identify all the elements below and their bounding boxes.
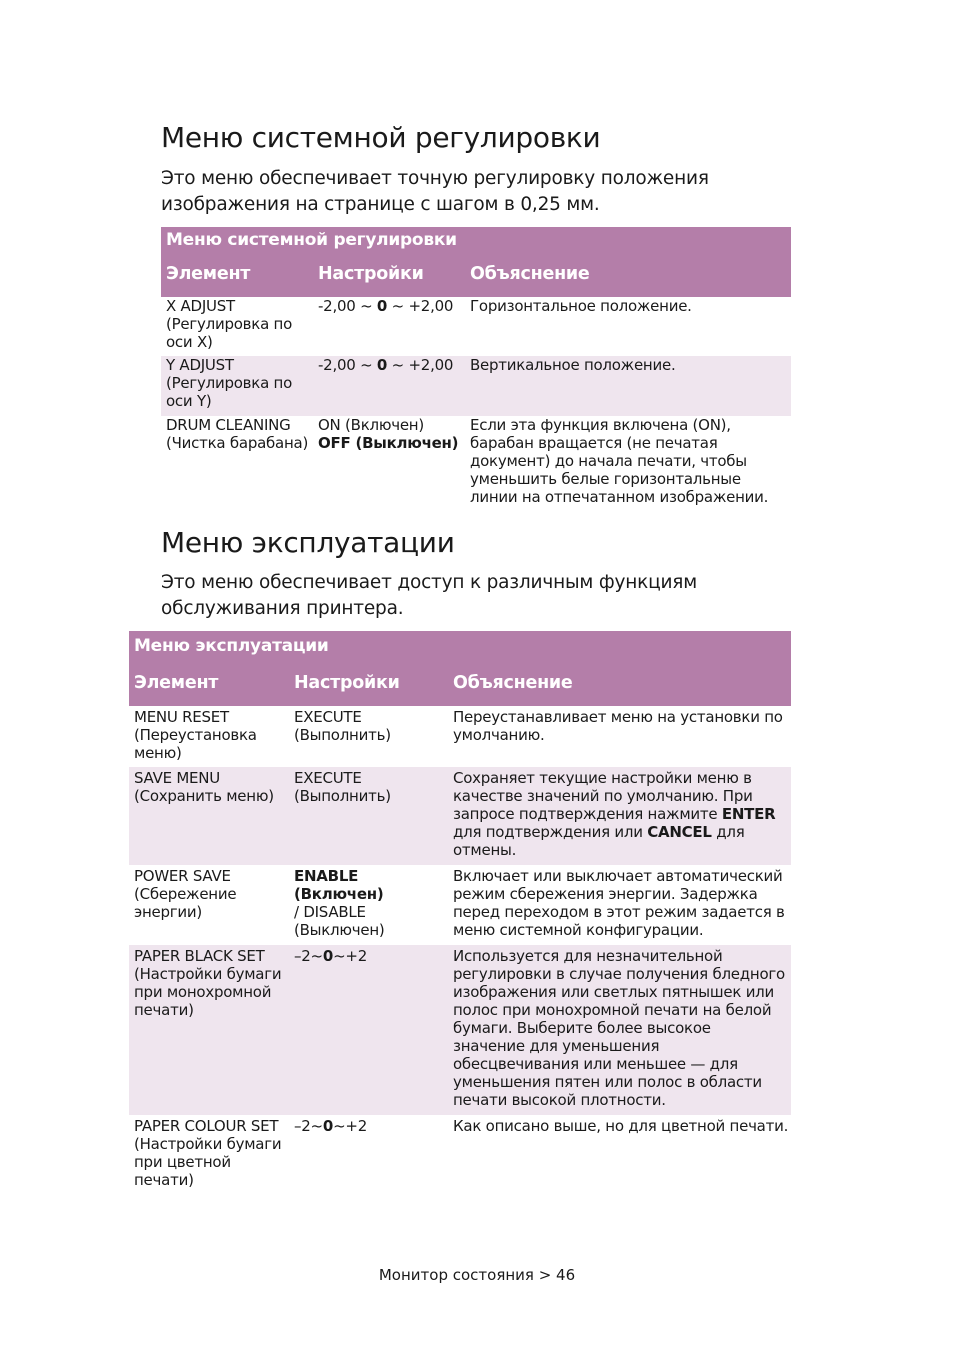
explanation-text: режим сбережения энергии. Задержка [453, 885, 758, 903]
item-desc: оси X) [166, 333, 213, 351]
item-desc: при монохромной [134, 983, 272, 1001]
setting-range: ~+2 [333, 947, 367, 965]
explanation-text: линии на отпечатанном изображении. [470, 488, 769, 506]
table-caption: Меню эксплуатации [129, 631, 791, 664]
explanation-text: печати высокой плотности. [453, 1091, 666, 1109]
item-desc: (Сбережение [134, 885, 237, 903]
column-header-item: Элемент [129, 664, 289, 706]
column-header-explanation: Объяснение [465, 257, 791, 297]
column-header-explanation: Объяснение [448, 664, 791, 706]
section-title-maintenance: Меню эксплуатации [161, 526, 455, 559]
explanation-text: Переустанавливает меню на установки по [453, 708, 783, 726]
setting-default: 0 [376, 356, 388, 374]
explanation-text: регулировки в случае получения бледного [453, 965, 785, 983]
item-desc: при цветной [134, 1153, 231, 1171]
explanation-text: для подтверждения или [453, 823, 648, 841]
item-desc: энергии) [134, 903, 203, 921]
cell-explanation [448, 706, 791, 767]
item-desc: (Регулировка по [166, 374, 293, 392]
explanation-text: Как описано выше, но для цветной печати. [453, 1117, 789, 1135]
intro-line: изображения на странице с шагом в 0,25 мм. [161, 194, 600, 215]
item-name: Y ADJUST [166, 356, 234, 374]
table-row [129, 706, 791, 767]
enter-key-label: ENTER [721, 805, 776, 823]
cell-settings [289, 1115, 448, 1195]
table-caption: Меню системной регулировки [161, 227, 791, 257]
setting-range: –2~ [294, 947, 323, 965]
explanation-text: Горизонтальное положение. [470, 297, 692, 315]
item-desc: (Настройки бумаги [134, 965, 282, 983]
explanation-text: Вертикальное положение. [470, 356, 676, 374]
cancel-key-label: CANCEL [647, 823, 712, 841]
setting-option: (Выполнить) [294, 726, 391, 744]
item-name: DRUM CLEANING [166, 416, 291, 434]
setting-range: ~ +2,00 [387, 297, 454, 315]
item-desc: (Сохранить меню) [134, 787, 274, 805]
setting-option: / DISABLE [294, 903, 366, 921]
cell-explanation [448, 945, 791, 1115]
cell-explanation [448, 767, 791, 865]
explanation-text: отмены. [453, 841, 517, 859]
item-name: SAVE MENU [134, 769, 220, 787]
column-header-settings: Настройки [289, 664, 448, 706]
setting-range: ~ +2,00 [387, 356, 454, 374]
cell-explanation [448, 865, 791, 945]
system-adjust-table [161, 227, 791, 508]
setting-option: (Выполнить) [294, 787, 391, 805]
explanation-text: уменьшить белые горизонтальные [470, 470, 741, 488]
cell-item [161, 416, 313, 508]
explanation-text: документ) до начала печати, чтобы [470, 452, 747, 470]
explanation-text: перед переходом в этот режим задается в [453, 903, 785, 921]
table-row [129, 945, 791, 1115]
table-row [161, 416, 791, 508]
item-name: POWER SAVE [134, 867, 231, 885]
item-desc: меню) [134, 744, 182, 762]
cell-item [129, 706, 289, 767]
cell-explanation [448, 1115, 791, 1195]
cell-item [161, 356, 313, 416]
item-name: PAPER BLACK SET [134, 947, 265, 965]
item-name: PAPER COLOUR SET [134, 1117, 279, 1135]
explanation-text: бумаги. Выберите более высокое [453, 1019, 711, 1037]
cell-settings [289, 767, 448, 865]
cell-settings [313, 297, 465, 356]
cell-item [129, 767, 289, 865]
table-row [161, 297, 791, 356]
explanation-text: Используется для незначительной [453, 947, 723, 965]
cell-settings [289, 865, 448, 945]
table-row [129, 1115, 791, 1195]
item-desc: (Настройки бумаги [134, 1135, 282, 1153]
explanation-text: запросе подтверждения нажмите [453, 805, 722, 823]
cell-item [129, 945, 289, 1115]
explanation-text: умолчанию. [453, 726, 545, 744]
cell-settings [313, 416, 465, 508]
explanation-text: Сохраняет текущие настройки меню в [453, 769, 752, 787]
explanation-text: обесцвечивания или меньшее — для [453, 1055, 738, 1073]
cell-item [161, 297, 313, 356]
item-name: MENU RESET [134, 708, 229, 726]
intro-line: обслуживания принтера. [161, 598, 404, 619]
intro-line: Это меню обеспечивает доступ к различным функциям [161, 572, 697, 593]
explanation-text: значение для уменьшения [453, 1037, 660, 1055]
cell-settings [313, 356, 465, 416]
explanation-text: полос при монохромной печати на белой [453, 1001, 772, 1019]
item-desc: (Переустановка [134, 726, 257, 744]
cell-explanation [465, 416, 791, 508]
item-desc: (Регулировка по [166, 315, 293, 333]
cell-item [129, 1115, 289, 1195]
item-desc: (Чистка барабана) [166, 434, 309, 452]
explanation-text: изображения или светлых пятнышек или [453, 983, 775, 1001]
cell-item [129, 865, 289, 945]
setting-default: 0 [322, 1117, 334, 1135]
setting-option: EXECUTE [294, 708, 362, 726]
explanation-text: уменьшения пятен или полос в области [453, 1073, 762, 1091]
item-name: X ADJUST [166, 297, 235, 315]
explanation-text: Включает или выключает автоматический [453, 867, 783, 885]
intro-line: Это меню обеспечивает точную регулировку положения [161, 168, 709, 189]
table-row [161, 356, 791, 416]
setting-default: 0 [376, 297, 388, 315]
explanation-text: барабан вращается (не печатая [470, 434, 718, 452]
item-desc: оси Y) [166, 392, 212, 410]
section-intro-maintenance [161, 570, 697, 622]
setting-range: -2,00 ~ [318, 356, 377, 374]
setting-option: (Выключен) [294, 921, 385, 939]
explanation-text: для [711, 823, 745, 841]
setting-default: 0 [322, 947, 334, 965]
cell-explanation [465, 297, 791, 356]
item-desc: печати) [134, 1171, 194, 1189]
section-intro-system-adjust [161, 166, 709, 218]
explanation-text: Если эта функция включена (ON), [470, 416, 731, 434]
table-row [129, 767, 791, 865]
column-header-item: Элемент [161, 257, 313, 297]
setting-range: –2~ [294, 1117, 323, 1135]
table-row [129, 865, 791, 945]
section-title-system-adjust: Меню системной регулировки [161, 121, 601, 154]
setting-option: EXECUTE [294, 769, 362, 787]
explanation-text: качестве значений по умолчанию. При [453, 787, 753, 805]
maintenance-table [129, 631, 791, 1195]
setting-default: ENABLE (Включен) [294, 867, 384, 903]
cell-settings [289, 945, 448, 1115]
page-footer: Монитор состояния > 46 [378, 1266, 576, 1284]
setting-default: OFF (Выключен) [318, 434, 459, 452]
setting-range: -2,00 ~ [318, 297, 377, 315]
column-header-settings: Настройки [313, 257, 465, 297]
setting-option: ON (Включен) [318, 416, 424, 434]
item-desc: печати) [134, 1001, 194, 1019]
cell-explanation [465, 356, 791, 416]
cell-settings [289, 706, 448, 767]
setting-range: ~+2 [333, 1117, 367, 1135]
explanation-text: меню системной конфигурации. [453, 921, 704, 939]
